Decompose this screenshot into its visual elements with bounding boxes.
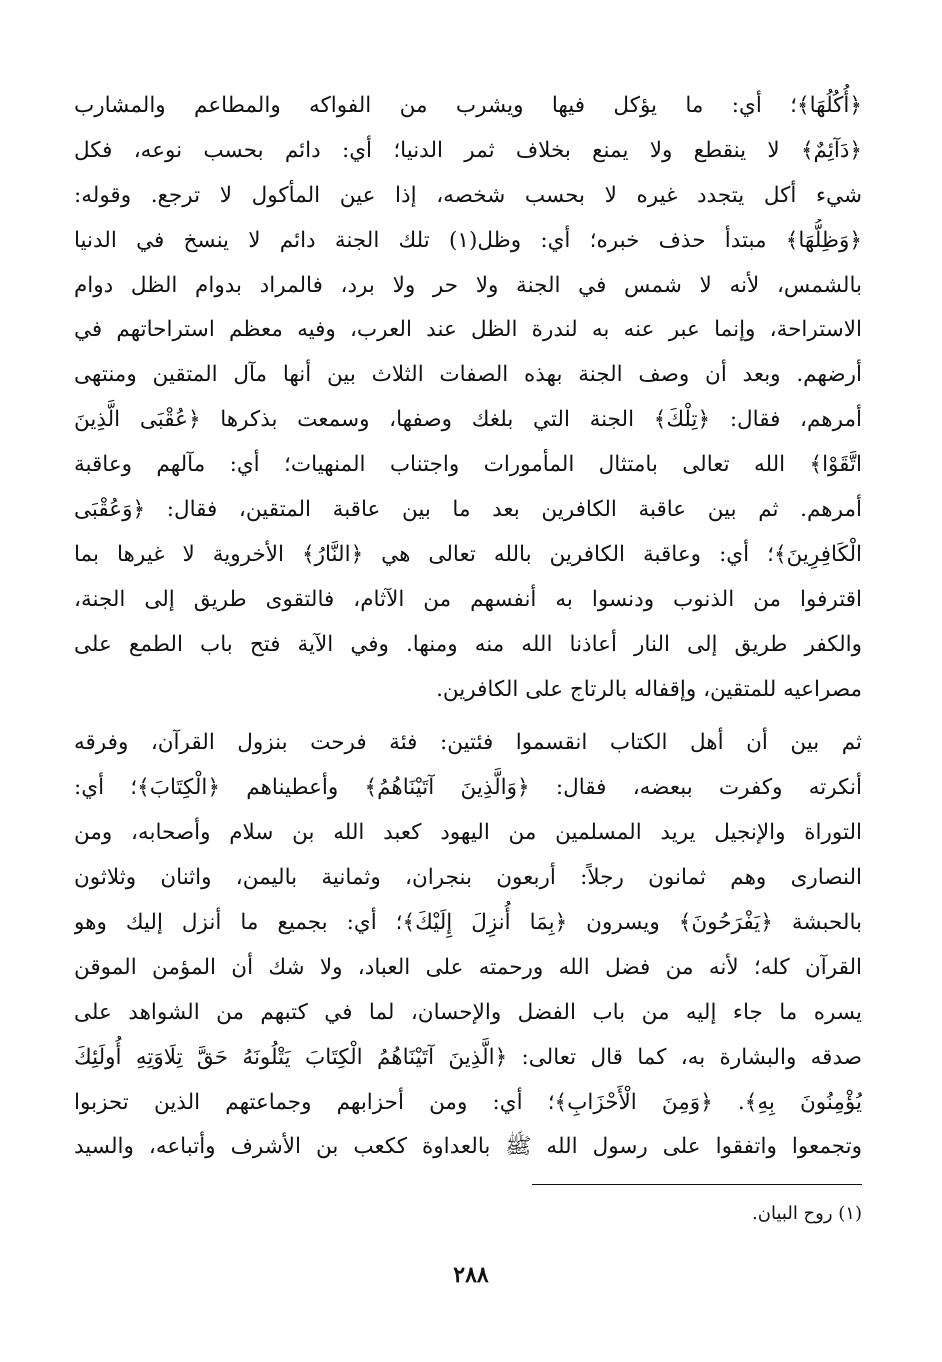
text-line: ﴿وَظِلُّهَا﴾ مبتدأ حذف خبره؛ أي: وظل(١) تلك الجنة دائم لا ينسخ في الدنيا	[74, 227, 862, 253]
text-line: وتجمعوا واتفقوا على رسول الله ﷺ بالعداوة ككعب بن الأشرف وأتباعه، والسيد	[74, 1134, 862, 1160]
text-line: ﴿دَآئِمٌ﴾ لا ينقطع ولا يمنع بخلاف ثمر الدنيا؛ أي: دائم بحسب نوعه، فكل	[74, 137, 862, 163]
text-line: بالحبشة ﴿يَفْرَحُونَ﴾ ويسرون ﴿بِمَا أُنزِلَ إِلَيْكَ﴾؛ أي: بجميع ما أنزل إليك وهو	[74, 910, 862, 936]
text-line: صدقه والبشارة به، كما قال تعالى: ﴿الَّذِينَ آتَيْنَاهُمُ الْكِتَابَ يَتْلُونَهُ حَقَّ تِلَاوَتِهِ أُولَئِكَ	[74, 1044, 862, 1070]
text-line: القرآن كله؛ لأنه من فضل الله ورحمته على العباد، ولا شك أن المؤمن الموقن	[74, 954, 862, 980]
paragraph-1	[74, 84, 862, 712]
text-line: اتَّقَوْا﴾ الله تعالى بامتثال المأمورات واجتناب المنهيات؛ أي: مآلهم وعاقبة	[74, 452, 862, 478]
text-line: اقترفوا من الذنوب ودنسوا به أنفسهم من الآثام، فالتقوى طريق إلى الجنة،	[74, 586, 862, 612]
paragraph-2	[74, 721, 862, 1170]
text-line: يسره ما جاء إليه من باب الفضل والإحسان، لما في كتبهم من الشواهد على	[74, 999, 862, 1025]
text-line: الاستراحة، وإنما عبر عنه به لندرة الظل عند العرب، وفيه معظم استراحاتهم في	[74, 317, 862, 343]
page-number: ٢٨٨	[453, 1262, 489, 1288]
footnote: (١) روح البيان.	[752, 1203, 862, 1224]
text-line: ثم بين أن أهل الكتاب انقسموا فئتين: فئة فرحت بنزول القرآن، وفرقه	[74, 730, 862, 756]
footnote-separator	[532, 1184, 862, 1185]
text-line: ﴿أُكُلُهَا﴾؛ أي: ما يؤكل فيها ويشرب من الفواكه والمطاعم والمشارب	[74, 93, 862, 118]
text-line: مصراعيه للمتقين، وإقفاله بالرتاج على الكافرين.	[436, 676, 862, 702]
text-line: والكفر طريق إلى النار أعاذنا الله منه ومنها. وفي الآية فتح باب الطمع على	[74, 631, 862, 657]
text-line: أمرهم، فقال: ﴿تِلْكَ﴾ الجنة التي بلغك وصفها، وسمعت بذكرها ﴿عُقْبَى الَّذِينَ	[74, 407, 862, 433]
text-line: يُؤْمِنُونَ بِهِ﴾. ﴿وَمِنَ الْأَحْزَابِ﴾؛ أي: ومن أحزابهم وجماعتهم الذين تحزبوا	[74, 1089, 862, 1115]
text-line: النصارى وهم ثمانون رجلاً: أربعون بنجران، وثمانية باليمن، واثنان وثلاثون	[74, 865, 862, 891]
text-line: الْكَافِرِينَ﴾؛ أي: وعاقبة الكافرين بالله تعالى هي ﴿النَّارُ﴾ الأخروية لا غيرها بما	[74, 541, 862, 567]
paragraph-gap	[74, 712, 862, 721]
text-line: بالشمس، لأنه لا شمس في الجنة ولا حر ولا برد، فالمراد بدوام الظل دوام	[74, 272, 862, 298]
text-line: أمرهم. ثم بين عاقبة الكافرين بعد ما بين عاقبة المتقين، فقال: ﴿وَعُقْبَى	[74, 497, 862, 523]
text-line: شيء أكل يتجدد غيره لا بحسب شخصه، إذا عين المأكول لا ترجع. وقوله:	[74, 182, 862, 208]
text-line: أرضهم. وبعد أن وصف الجنة بهذه الصفات الثلاث بين أنها مآل المتقين ومنتهى	[74, 362, 862, 388]
text-line: أنكرته وكفرت ببعضه، فقال: ﴿وَالَّذِينَ آتَيْنَاهُمُ﴾ وأعطيناهم ﴿الْكِتَابَ﴾؛ أي:	[74, 775, 862, 801]
text-line: التوراة والإنجيل يريد المسلمين من اليهود كعبد الله بن سلام وأصحابه، ومن	[74, 820, 862, 846]
